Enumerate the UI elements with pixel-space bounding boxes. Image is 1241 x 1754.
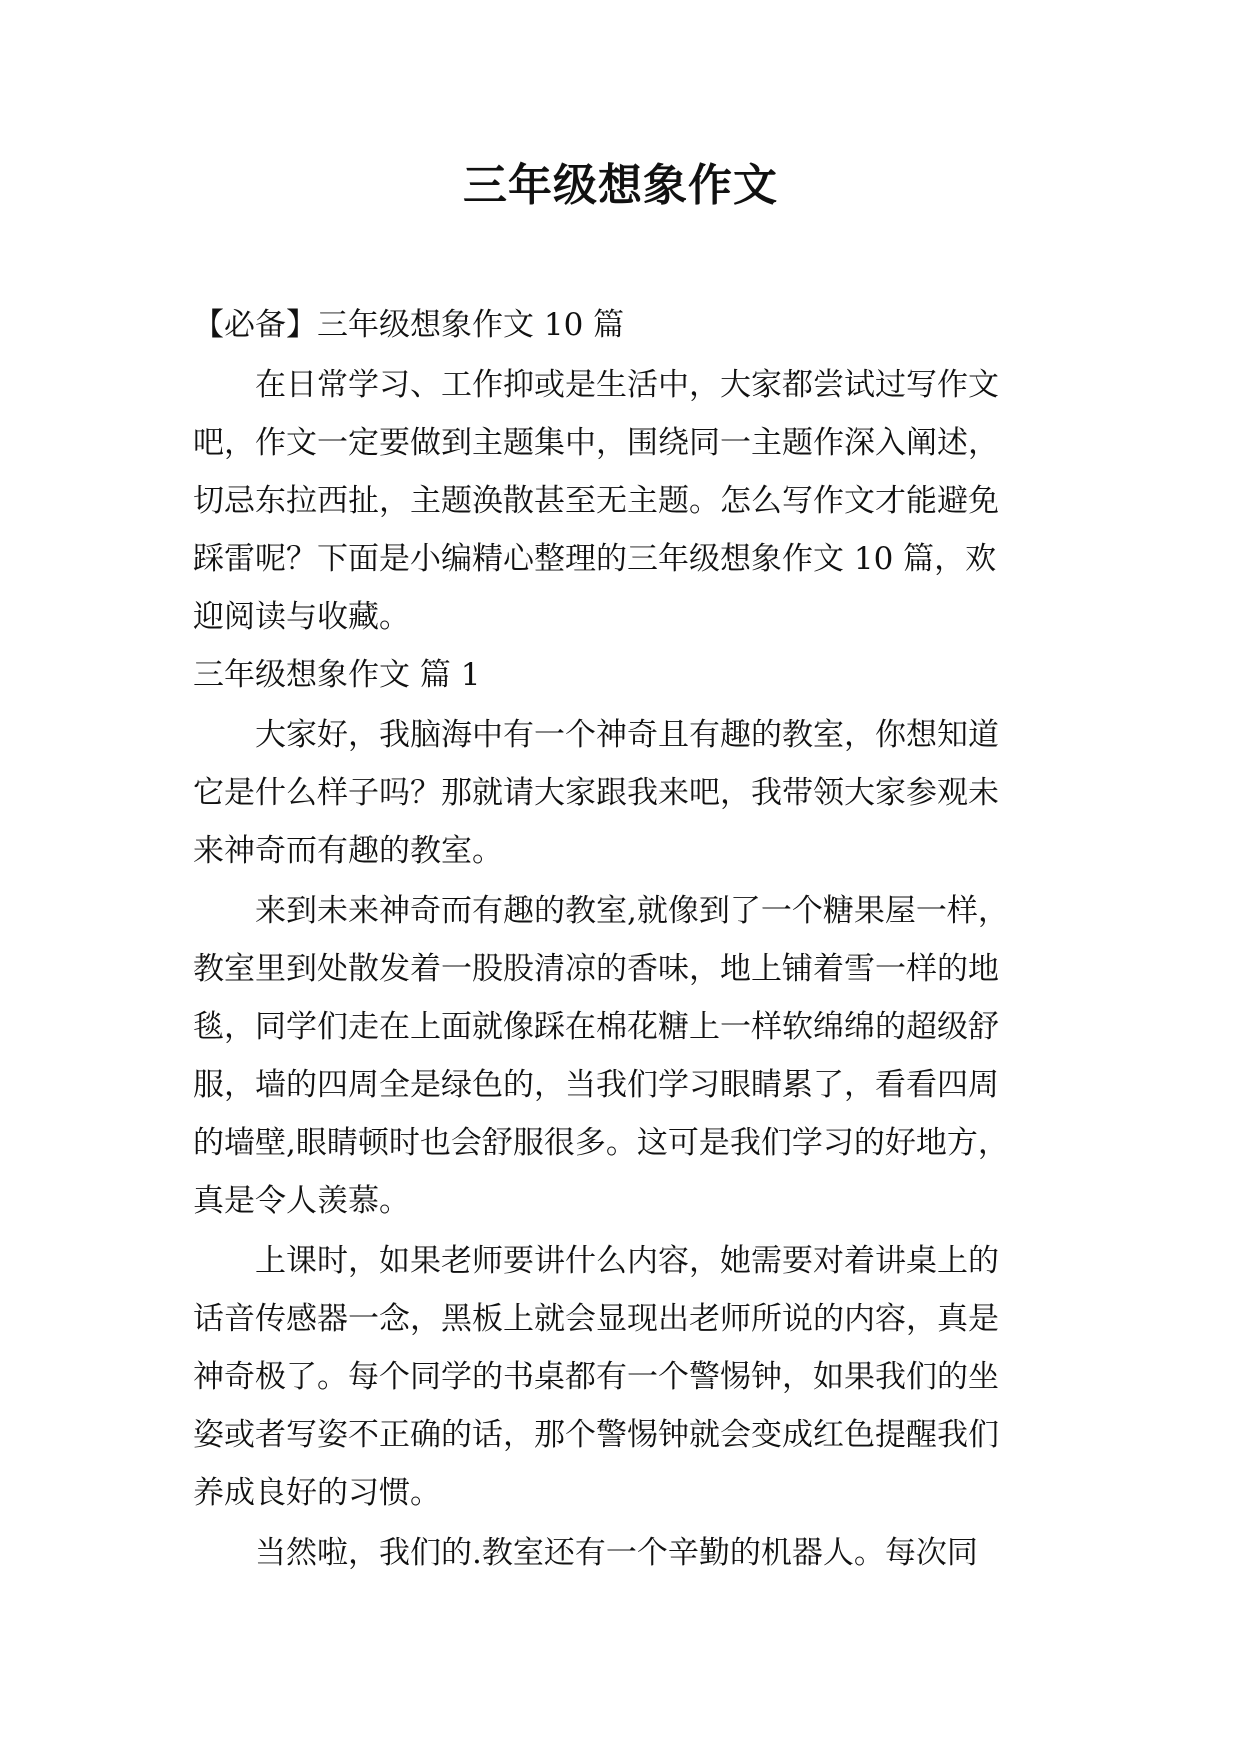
section-heading: 三年级想象作文 篇 1 xyxy=(193,657,481,693)
paragraph-line: 毯，同学们走在上面就像踩在棉花糖上一样软绵绵的超级舒 xyxy=(193,1009,999,1045)
paragraph-line: 上课时，如果老师要讲什么内容，她需要对着讲桌上的 xyxy=(255,1243,999,1279)
paragraph-line: 的墙壁,眼睛顿时也会舒服很多。这可是我们学习的好地方， xyxy=(193,1125,1009,1161)
paragraph-line: 迎阅读与收藏。 xyxy=(193,599,410,635)
paragraph-line: 切忌东拉西扯，主题涣散甚至无主题。怎么写作文才能避免 xyxy=(193,483,999,519)
paragraph-line: 养成良好的习惯。 xyxy=(193,1475,441,1511)
heading-line: 【必备】三年级想象作文 10 篇 xyxy=(193,307,625,343)
paragraph-line: 来到未来神奇而有趣的教室,就像到了一个糖果屋一样， xyxy=(255,893,1009,929)
document-title: 三年级想象作文 xyxy=(463,160,778,211)
paragraph-line: 它是什么样子吗？那就请大家跟我来吧，我带领大家参观未 xyxy=(193,775,999,811)
paragraph-line: 在日常学习、工作抑或是生活中，大家都尝试过写作文 xyxy=(255,367,999,403)
paragraph-line: 神奇极了。每个同学的书桌都有一个警惕钟，如果我们的坐 xyxy=(193,1359,999,1395)
paragraph-line: 当然啦，我们的.教室还有一个辛勤的机器人。每次同 xyxy=(255,1535,978,1571)
paragraph-line: 吧，作文一定要做到主题集中，围绕同一主题作深入阐述， xyxy=(193,425,999,461)
paragraph-line: 教室里到处散发着一股股清凉的香味，地上铺着雪一样的地 xyxy=(193,951,999,987)
paragraph-line: 姿或者写姿不正确的话，那个警惕钟就会变成红色提醒我们 xyxy=(193,1417,999,1453)
paragraph-line: 大家好，我脑海中有一个神奇且有趣的教室，你想知道 xyxy=(255,717,999,753)
paragraph-line: 踩雷呢？下面是小编精心整理的三年级想象作文 10 篇，欢 xyxy=(193,541,997,577)
paragraph-line: 服，墙的四周全是绿色的，当我们学习眼睛累了，看看四周 xyxy=(193,1067,999,1103)
paragraph-line: 真是令人羡慕。 xyxy=(193,1183,410,1219)
paragraph-line: 话音传感器一念，黑板上就会显现出老师所说的内容，真是 xyxy=(193,1301,999,1337)
paragraph-line: 来神奇而有趣的教室。 xyxy=(193,833,503,869)
